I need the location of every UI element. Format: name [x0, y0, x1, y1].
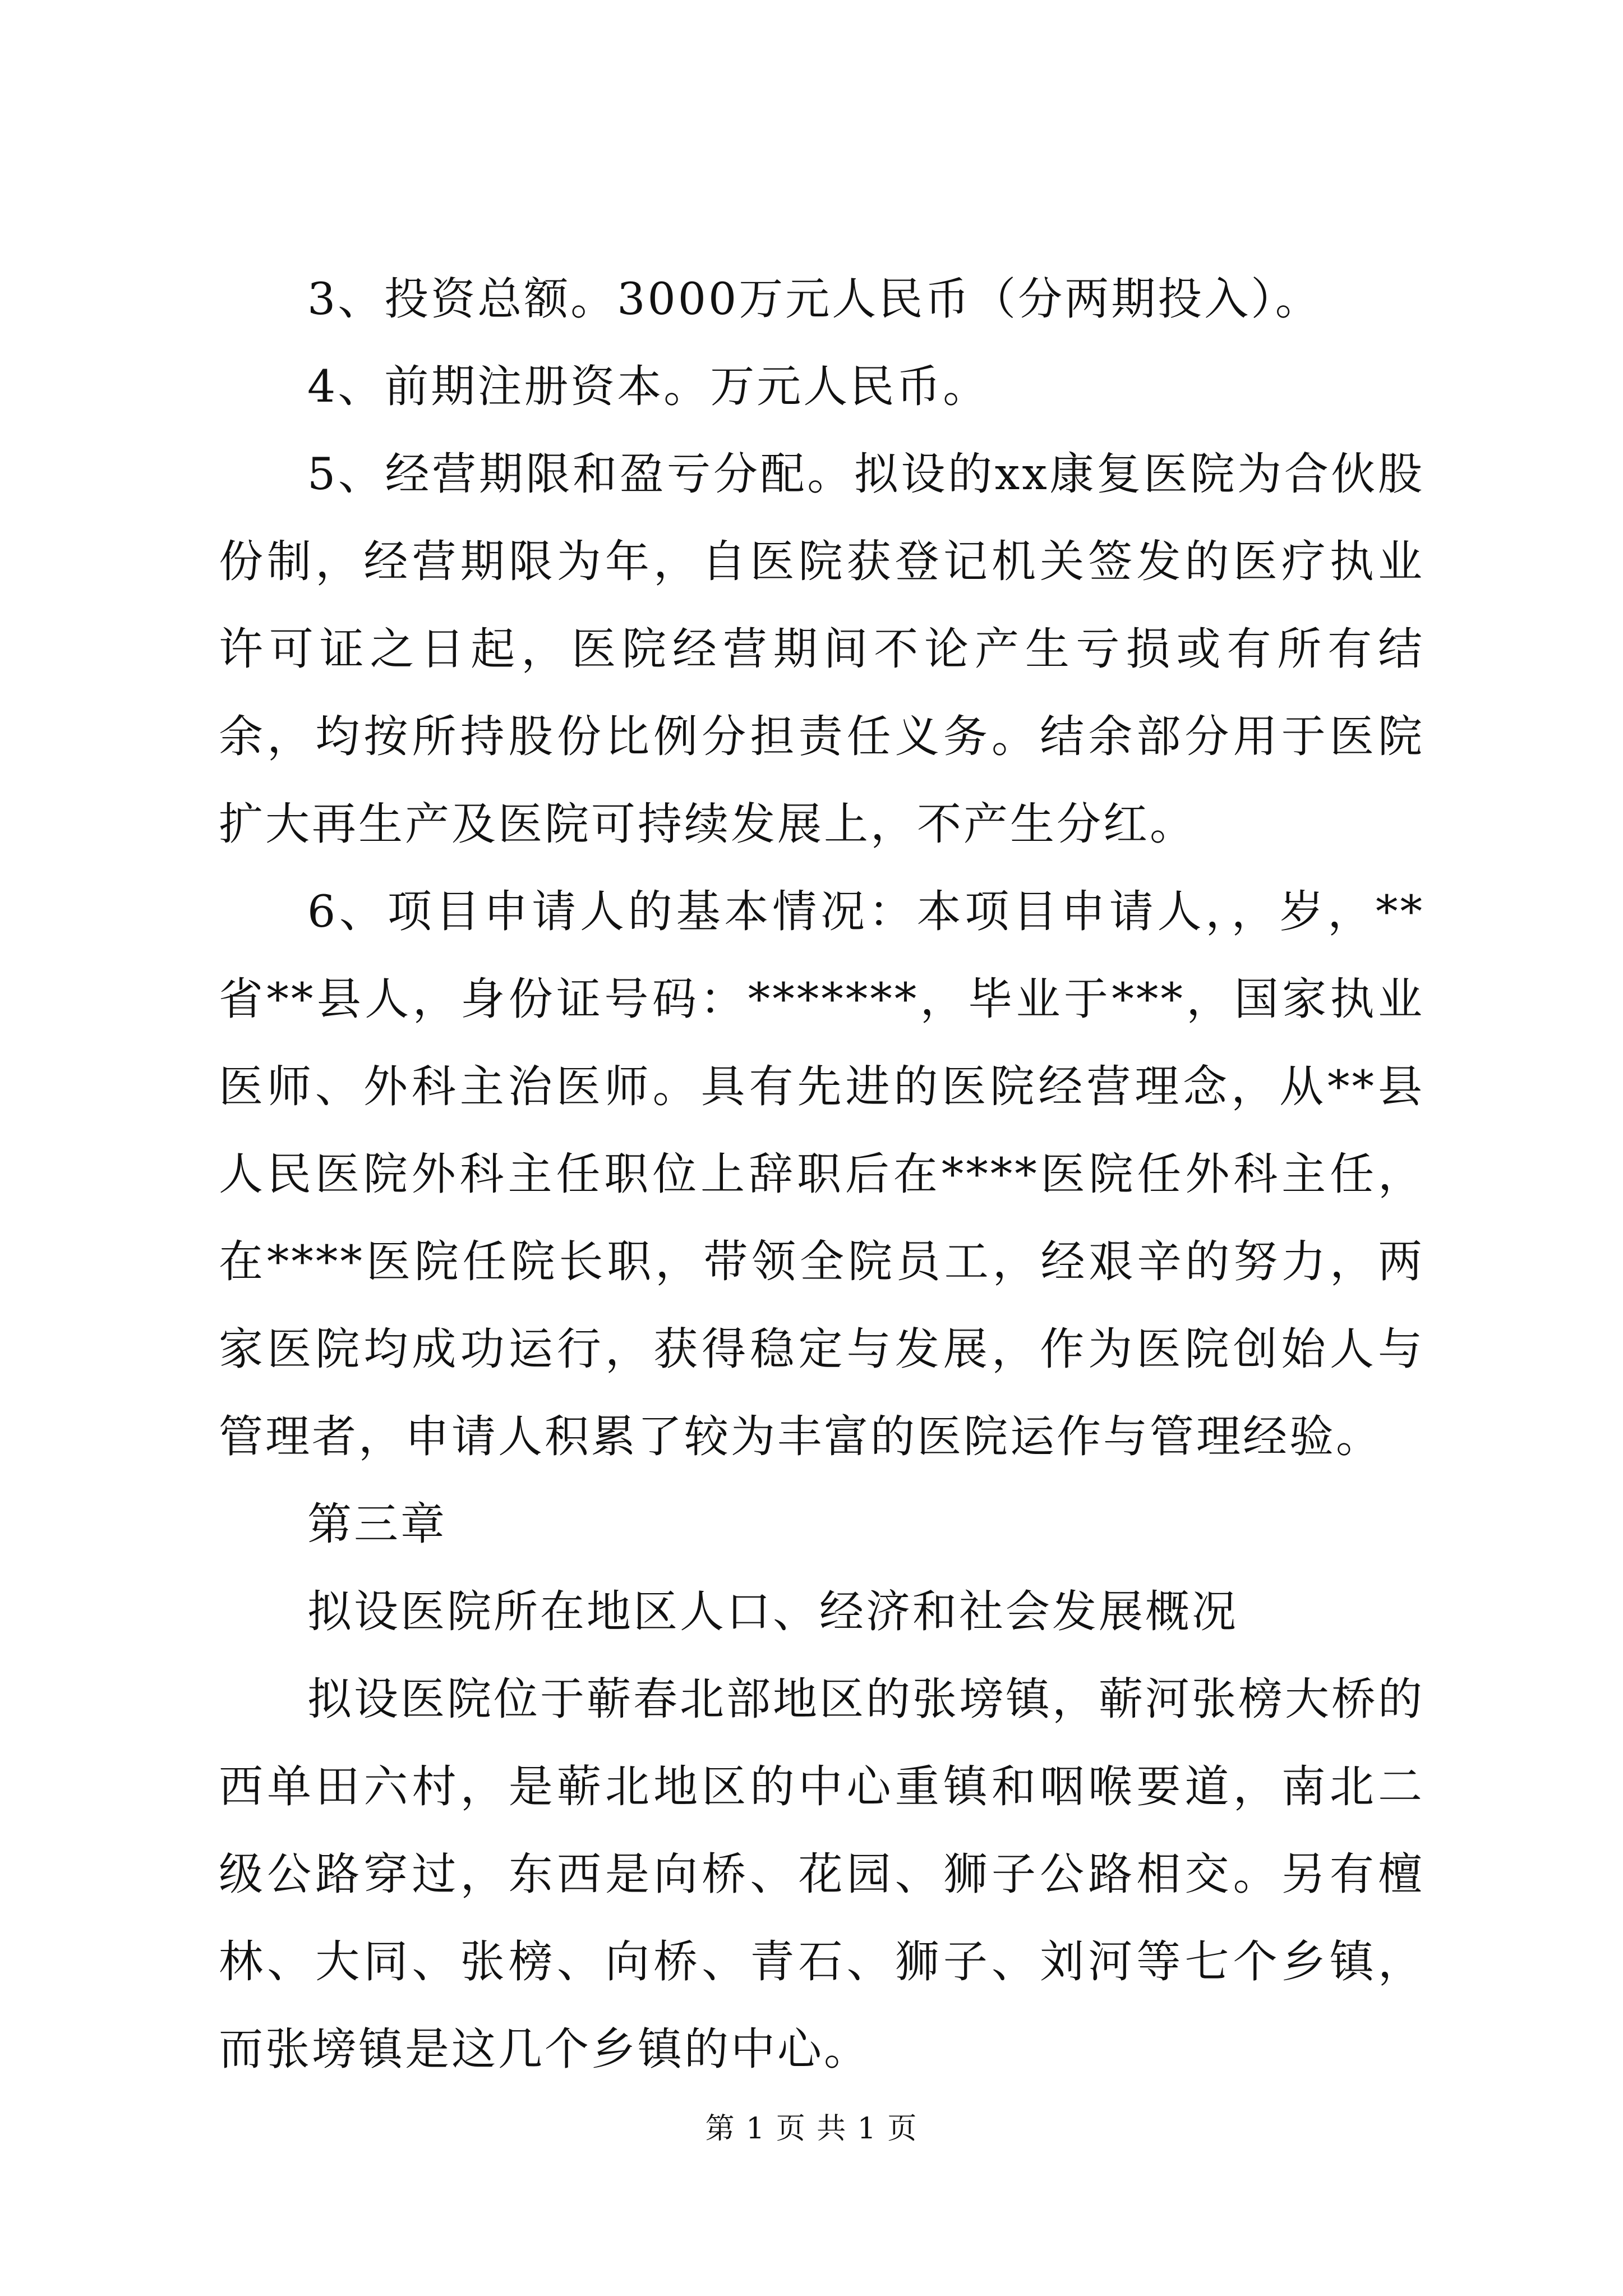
page-footer: 第 1 页 共 1 页 — [705, 2112, 918, 2146]
paragraph-applicant-info: 6、项目申请人的基本情况：本项目申请人，，岁，**省**县人，身份证号码：*******，毕业于***，国家执业医师、外科主治医师。具有先进的医院经营理念，从**县人民医院外科主任职位上辞职后在****医院任外科主任，在****医院任院长职，带领全院员工，经艰辛的努力，两家医院均成功运行，获得稳定与发展，作为医院创始人与管理者，申请人积累了较为丰富的医院运作与管理经验。 — [219, 886, 1424, 1462]
paragraph-investment-total: 3、投资总额。3000万元人民币（分两期投入）。 — [307, 273, 1322, 325]
paragraph-operation-term: 5、经营期限和盈亏分配。拟设的xx康复医院为合伙股份制，经营期限为年，自医院获登记机关签发的医疗执业许可证之日起，医院经营期间不论产生亏损或有所有结余，均按所持股份比例分担责任义务。结余部分用于医院扩大再生产及医院可持续发展上，不产生分红。 — [219, 448, 1424, 850]
paragraph-registered-capital: 4、前期注册资本。万元人民币。 — [307, 361, 990, 412]
section-title: 拟设医院所在地区人口、经济和社会发展概况 — [307, 1586, 1238, 1637]
document-body — [219, 255, 1424, 2093]
paragraph-location: 拟设医院位于蕲春北部地区的张塝镇，蕲河张榜大桥的西单田六村，是蕲北地区的中心重镇和咽喉要道，南北二级公路穿过，东西是向桥、花园、狮子公路相交。另有檀林、大同、张榜、向桥、青石、狮子、刘河等七个乡镇，而张塝镇是这几个乡镇的中心。 — [219, 1673, 1424, 2075]
chapter-heading: 第三章 — [307, 1498, 447, 1550]
